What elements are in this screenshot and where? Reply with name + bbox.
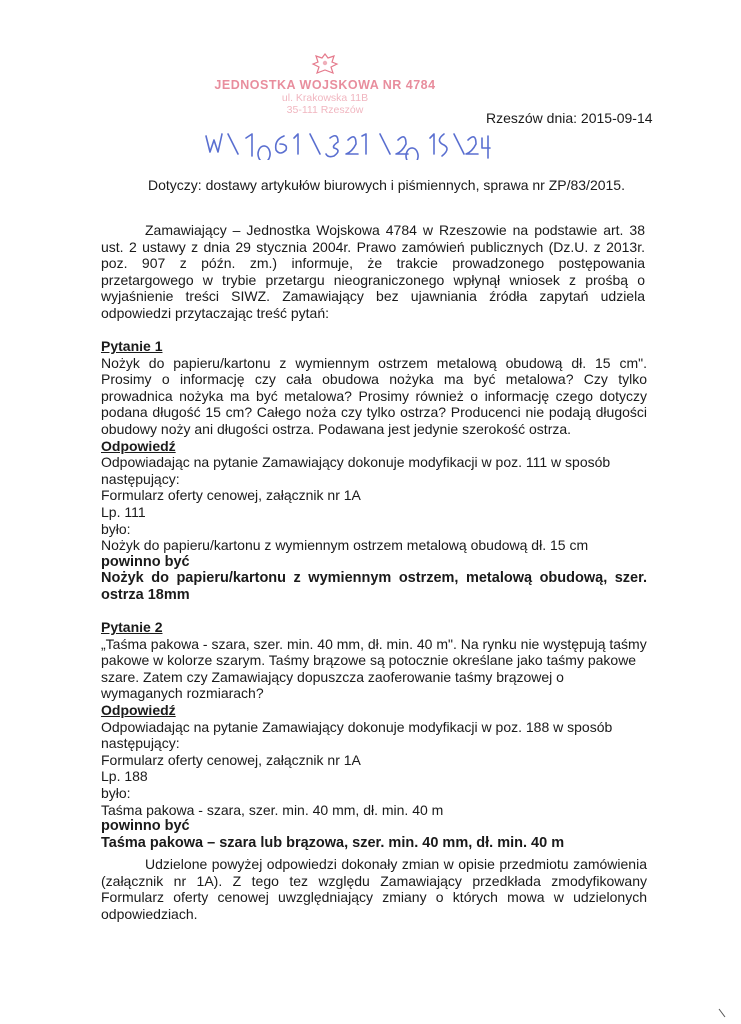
answer-2-corrected: Taśma pakowa – szara lub brązowa, szer. min. 40 mm, dł. min. 40 m: [101, 834, 565, 851]
answer-1-line: Odpowiadając na pytanie Zamawiający dokonuje modyfikacji w poz. 111 w sposób następujący:: [101, 454, 611, 487]
closing-text: Udzielone powyżej odpowiedzi dokonały zmian w opisie przedmiotu zamówienia (załącznik nr 1A). Z tego tez względu Zamawiający przedkłada zmodyfikowany Formularz oferty cenowej uwzględniający zmiany o których mowa w udzielonych odpowiedziach.: [101, 856, 647, 922]
answer-1-should-be: powinno być: [101, 553, 190, 570]
question-2-section: [101, 619, 647, 851]
answer-1-heading: Odpowiedź: [101, 437, 176, 454]
answer-2-line: Odpowiadając na pytanie Zamawiający dokonuje modyfikacji w poz. 188 w sposób następujący:: [101, 718, 613, 752]
subject-line: Dotyczy: dostawy artykułów biurowych i piśmiennych, sprawa nr ZP/83/2015.: [148, 177, 625, 193]
answer-2-line: Taśma pakowa - szara, szer. min. 40 mm, dł. min. 40 m: [101, 801, 444, 818]
answer-2-line: Formularz oferty cenowej, załącznik nr 1A: [101, 751, 361, 768]
answer-2-should-be: powinno być: [101, 818, 190, 835]
answer-1-corrected: Nożyk do papieru/kartonu z wymiennym ostrzem, metalową obudową, szer. ostrza 18mm: [101, 570, 647, 603]
intro-text: Zamawiający – Jednostka Wojskowa 4784 w Rzeszowie na podstawie art. 38 ust. 2 ustawy z dnia 29 stycznia 2004r. Prawo zamówień publicznych (Dz.U. z 2013r. poz. 907 z późn. zm.) informuje, że trakcie prowadzonego postępowania przetargowego w trybie przetargu nieograniczonego wpłynął wniosek z prośbą o wyjaśnienie treści SIWZ. Zamawiający bez ujawniania źródła zapytań udziela odpowiedzi przytaczając treść pytań:: [101, 222, 645, 321]
answer-2-heading: Odpowiedź: [101, 701, 176, 718]
eagle-emblem-icon: [310, 52, 340, 78]
date-line: Rzeszów dnia: 2015-09-14: [486, 110, 653, 126]
answer-1-line: Lp. 111: [101, 503, 146, 520]
stamp-street: ul. Krakowska 11B: [281, 92, 369, 104]
handwritten-reference-signature: [202, 126, 492, 160]
question-1-section: [101, 338, 647, 604]
closing-paragraph: [101, 856, 647, 922]
stamp-city: 35-111 Rzeszów: [286, 104, 364, 116]
page-mark-icon: [718, 1008, 726, 1018]
stamp-unit-name: JEDNOSTKA WOJSKOWA NR 4784: [214, 78, 436, 92]
answer-2-line: było:: [101, 784, 131, 801]
intro-paragraph: [101, 222, 645, 322]
official-stamp: [205, 52, 445, 116]
question-1-text: Nożyk do papieru/kartonu z wymiennym ostrzem metalową obudową dł. 15 cm". Prosimy o informację czy cała obudowa nożyka ma być metalowa? Czy tylko prowadnica nożyka ma być metalowa? Prosimy również o informację czego dotyczy podana długość 15 cm? Całego noża czy tylko ostrza? Producenci nie podają długości obudowy noży ani długości ostrza. Podawana jest jedynie szerokość ostrza.: [101, 354, 647, 437]
question-2-heading: Pytanie 2: [101, 619, 163, 635]
answer-1-line: Formularz oferty cenowej, załącznik nr 1A: [101, 487, 361, 504]
answer-1-line: Nożyk do papieru/kartonu z wymiennym ostrzem metalową obudową dł. 15 cm: [101, 537, 589, 554]
answer-1-line: było:: [101, 520, 131, 537]
answer-2-line: Lp. 188: [101, 768, 148, 785]
question-1-heading: Pytanie 1: [101, 338, 163, 354]
question-2-text: „Taśma pakowa - szara, szer. min. 40 mm, dł. min. 40 m". Na rynku nie występują taśmy pakowe w kolorze szarym. Taśmy brązowe są potocznie określane jako taśmy pakowe szare. Zatem czy Zamawiający dopuszcza zaoferowanie taśmy brązowej o wymaganych rozmiarach?: [101, 635, 647, 702]
